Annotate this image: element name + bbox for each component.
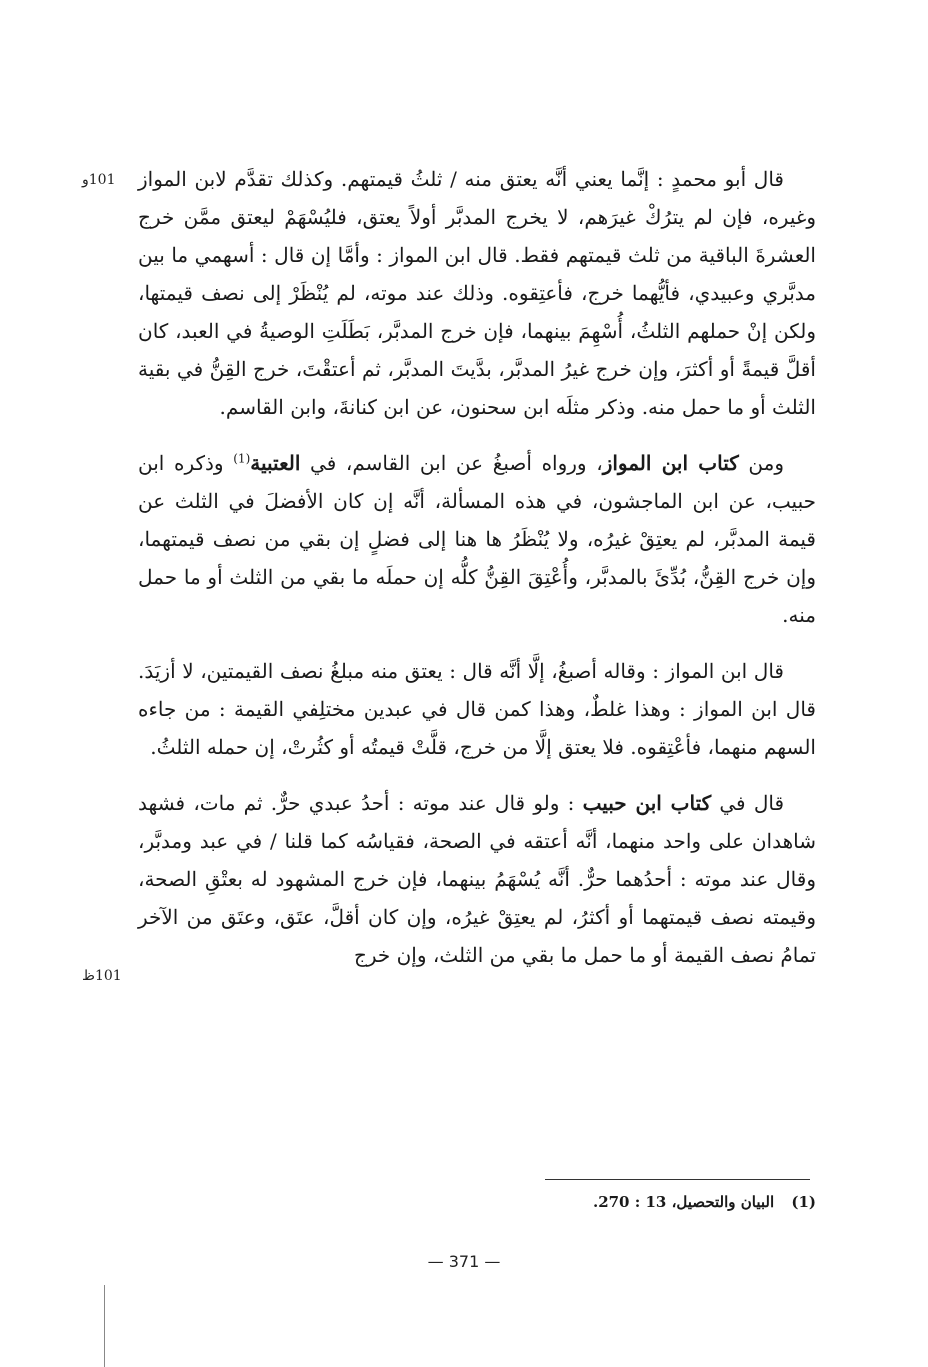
paragraph xyxy=(138,652,816,766)
margin-folio-note-recto: 101و xyxy=(82,172,116,188)
page-number: — 371 — xyxy=(427,1252,501,1271)
paragraph xyxy=(138,784,816,974)
footnote-text: البيان والتحصيل، 13 : 270. xyxy=(592,1193,775,1211)
footnote-number: (1) xyxy=(791,1193,816,1211)
paragraph-text: : ولو قال عند موته : أحدُ عبدي حرٌّ. ثم مات، فشهد شاهدان على واحد منهما، أنَّه أعتقه في الصحة، فقياسُه كما قلنا / في عبد ومدبَّر، وقال عند موته : أحدُهما حرٌّ. أنَّه يُسْهَمُ بينهما، فإن خرج المشهود له بعتْقِ الصحة، وقيمته نصف قيمتهما أو أكثرُ، لم يعتِقْ غيرُه، وإن كان أقلَّ، عتَق، وعتَق من الآخر تمامُ نصف القيمة أو ما حمل ما بقي من الثلث، وإن خرج xyxy=(138,791,816,967)
bold-citation: كتاب ابن حبيب xyxy=(582,791,712,815)
paragraph-text: قال ابن المواز : وقاله أصبغُ، إلَّا أنَّه قال : يعتق منه مبلغُ نصف القيمتين، لا أزيَدَ. قال ابن المواز : وهذا غلطٌ، وهذا كمن قال في عبدين مختلِفي القيمة : من جاءه السهم منهما، فأعْتِقوه. فلا يعتق إلَّا من خرج، قلَّتْ قيمتُه أو كثُرتْ، إن حمله الثلثُ. xyxy=(138,659,816,759)
margin-folio-note-verso: 101ظ xyxy=(82,968,122,984)
paragraph xyxy=(138,444,816,634)
footnote-divider xyxy=(545,1179,810,1180)
footnote-reference: (1) xyxy=(233,451,251,466)
bold-citation: العتبية xyxy=(250,451,301,475)
paragraph-text: وذكره ابن حبيب، عن ابن الماجشون، في هذه المسألة، أنَّه إن كان الأفضلَ في الثلث عن قيمة المدبَّر، لم يعتِقْ غيرُه، ولا يُنْظَرُ ها هنا إلى فضلٍ إن بقي من نصف قيمتهما، وإن خرج القِنُّ، بُدِّئَ بالمدبَّر، وأُعْتِقَ القِنُّ كلُّه إن حملَه ما بقي من الثلث أو ما حمل منه. xyxy=(138,451,816,627)
paragraph-text: قال أبو محمدٍ : إنَّما يعني أنَّه يعتق منه / ثلثُ قيمتهم. وكذلك تقدَّم لابن المواز وغيره، فإن لم يترُكْ غيرَهم، لا يخرج المدبَّر أولاً يعتق، فليُسْهَمْ ليعتق ممَّن خرج العشرةَ الباقية من ثلث قيمتهم فقط. قال ابن المواز : وأمَّا إن قال : أسهمي ما بين مدبَّري وعبيدي، فأيُّهما خرج، فأعتِقوه. وذلك عند موته، لم يُنْظَرْ إلى نصف قيمتها، ولكن إنْ حملهم الثلثُ، أُسْهِمَ بينهما، فإن خرج المدبَّر، بَطَلَتِ الوصيةُ في العبد، كان أقلَّ قيمةً أو أكثرَ، وإن خرج غيرُ المدبَّر، بدَّيتَ المدبَّر، ثم أعتقْتَ، خرج القِنُّ في بقية الثلث أو ما حمل منه. وذكر مثلَه ابن سحنون، عن ابن كنانةَ، وابن القاسم. xyxy=(138,167,816,419)
main-text-body xyxy=(138,160,816,992)
paragraph-text: ومن xyxy=(738,451,785,475)
paragraph-text: ، ورواه أصبغُ عن ابن القاسم، في xyxy=(300,451,603,475)
paragraph xyxy=(138,160,816,426)
paragraph-text: قال في xyxy=(711,791,784,815)
footnote xyxy=(500,1188,816,1216)
binding-edge-line xyxy=(104,1285,105,1367)
bold-citation: كتاب ابن المواز xyxy=(602,451,739,475)
